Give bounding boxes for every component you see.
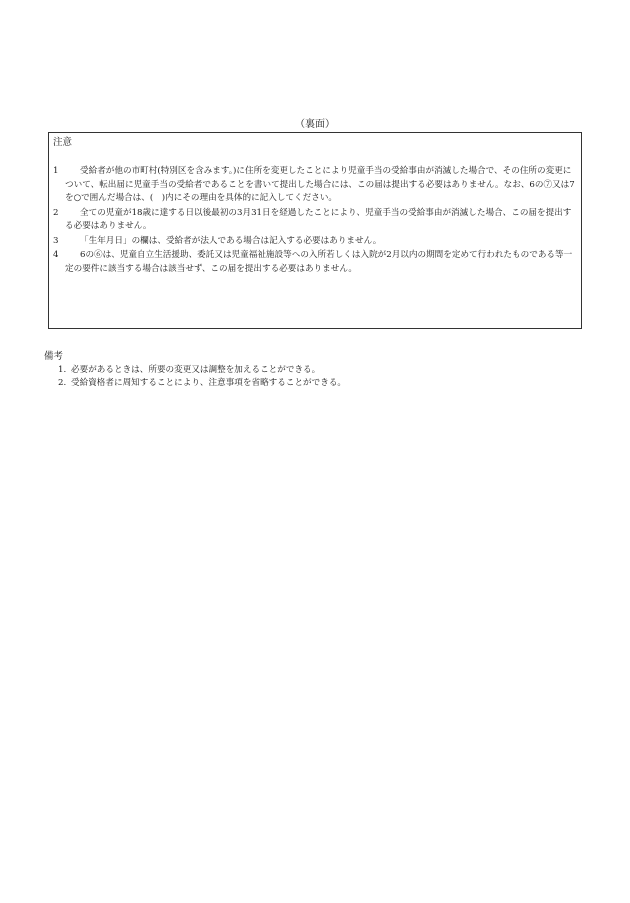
note-text: 全ての児童が18歳に達する日以後最初の3月31日を経過したことにより、児童手当の受給事由が消滅した場合、この届を提出する必要はありません。 <box>65 207 572 231</box>
note-text: 受給者が他の市町村(特別区を含みます。)に住所を変更したことにより児童手当の受給事由が消滅した場合で、その住所の変更について、転出届に児童手当の受給者であることを書いて提出した場合には、この届は提出する必要はありません。なお、6の⑦又は7を○で囲んだ場合は、( )内にその理由を具体的に記入してください。 <box>65 166 575 203</box>
remarks-item-1 <box>58 364 584 377</box>
remarks-number: 1. <box>58 365 67 375</box>
notes-title: 注意 <box>53 137 73 148</box>
note-number: 3 <box>53 235 59 246</box>
remarks-number: 2. <box>58 377 67 388</box>
note-text: 6の⑥は、児童自立生活援助、委託又は児童福祉施設等への入所若しくは入院が2月以内の期間を定めて行われたものである等一定の要件に該当する場合は該当せず、この届を提出する必要はありません。 <box>65 250 573 274</box>
note-item-2 <box>53 207 575 234</box>
note-number: 1 <box>53 166 59 176</box>
note-number: 4 <box>53 250 59 260</box>
remarks-text: 受給資格者に周知することにより、注意事項を省略することができる。 <box>71 377 347 388</box>
remarks-text: 必要があるときは、所要の変更又は調整を加えることができる。 <box>71 365 321 375</box>
page-heading: （裏面） <box>295 119 335 130</box>
remarks-section <box>44 351 584 389</box>
remarks-list <box>44 364 584 389</box>
note-item-4 <box>53 249 575 276</box>
notes-box <box>48 132 582 329</box>
remarks-title: 備考 <box>44 351 64 362</box>
note-text: 「生年月日」の欄は、受給者が法人である場合は記入する必要はありません。 <box>80 235 382 246</box>
note-number: 2 <box>53 207 59 218</box>
note-list <box>53 165 575 277</box>
note-item-3 <box>53 235 575 249</box>
note-item-1 <box>53 165 575 206</box>
remarks-item-2 <box>58 377 584 390</box>
